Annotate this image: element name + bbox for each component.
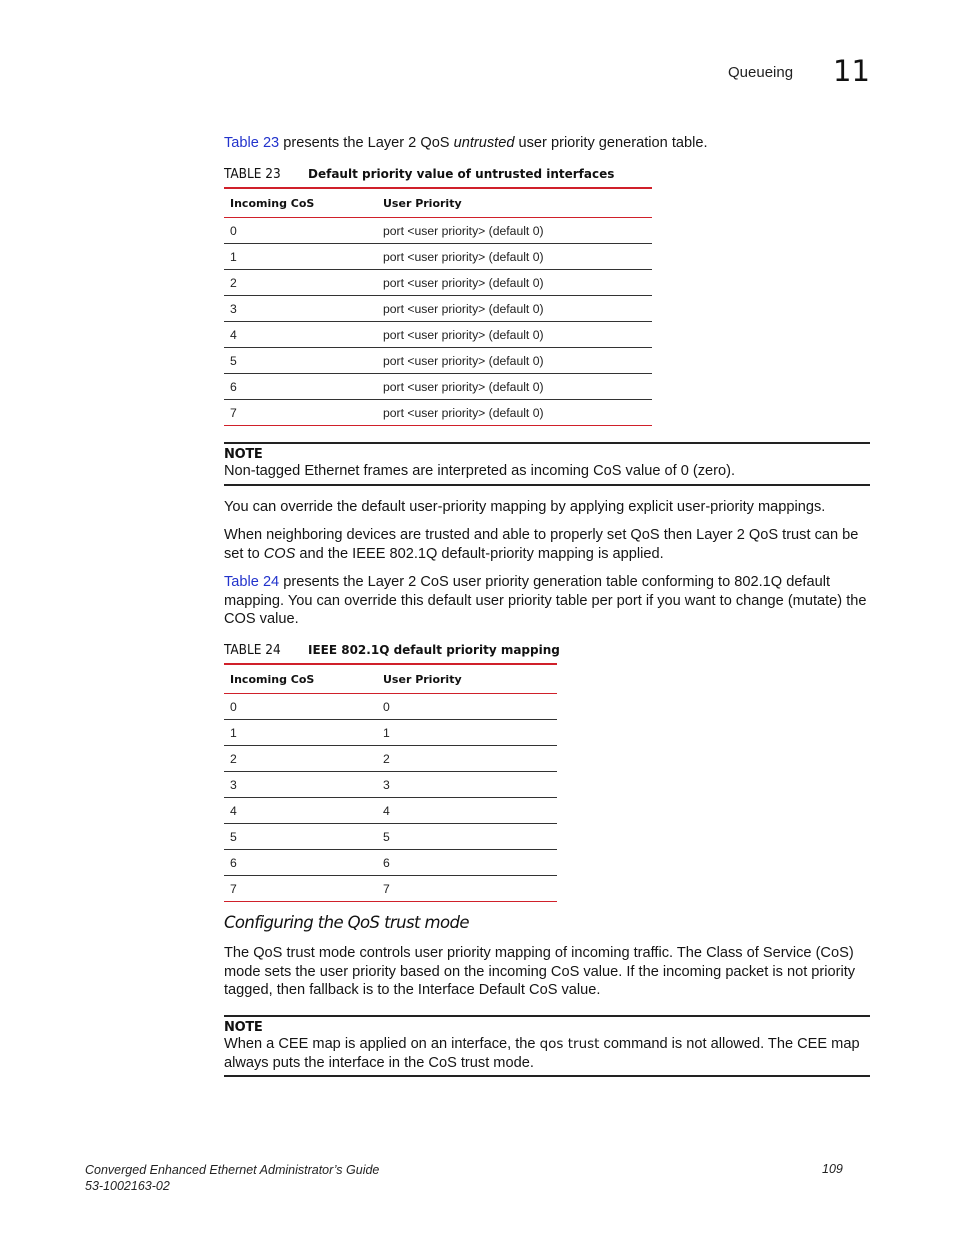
section-title: Queueing — [728, 64, 794, 81]
table-row — [224, 322, 652, 348]
table-row — [224, 270, 652, 296]
cell-incoming-cos: 4 — [224, 798, 377, 824]
cell-incoming-cos: 6 — [224, 374, 377, 400]
page-number: 109 — [822, 1162, 843, 1176]
cell-user-priority: port <user priority> (default 0) — [377, 348, 652, 374]
cell-incoming-cos: 0 — [224, 694, 377, 720]
table-24-header-incoming-cos: Incoming CoS — [224, 664, 377, 694]
cell-incoming-cos: 5 — [224, 348, 377, 374]
cell-incoming-cos: 3 — [224, 296, 377, 322]
cell-user-priority: port <user priority> (default 0) — [377, 322, 652, 348]
chapter-number: 11 — [833, 54, 870, 88]
cell-incoming-cos: 5 — [224, 824, 377, 850]
table-row — [224, 694, 557, 720]
cell-user-priority: port <user priority> (default 0) — [377, 296, 652, 322]
table-24-caption — [224, 642, 560, 658]
cell-user-priority: 5 — [377, 824, 557, 850]
override-paragraph: You can override the default user-priority mapping by applying explicit user-priority mappings. — [224, 499, 826, 515]
cell-incoming-cos: 2 — [224, 270, 377, 296]
table-row — [224, 348, 652, 374]
table-row — [224, 400, 652, 426]
footer-doc-number: 53-1002163-02 — [85, 1179, 170, 1193]
cell-user-priority: 7 — [377, 876, 557, 902]
cell-user-priority: 3 — [377, 772, 557, 798]
table-row — [224, 824, 557, 850]
note-box — [224, 442, 870, 486]
table-23-number: TABLE 23 — [224, 166, 281, 182]
cell-incoming-cos: 3 — [224, 772, 377, 798]
cell-user-priority: port <user priority> (default 0) — [377, 374, 652, 400]
table-row — [224, 244, 652, 270]
note-label: NOTE — [224, 1020, 263, 1035]
cell-user-priority: port <user priority> (default 0) — [377, 244, 652, 270]
table-23 — [224, 187, 652, 426]
cell-user-priority: 1 — [377, 720, 557, 746]
intro-paragraph: Table 23 presents the Layer 2 QoS untrusted user priority generation table. — [224, 135, 708, 151]
cell-incoming-cos: 0 — [224, 218, 377, 244]
cell-incoming-cos: 2 — [224, 746, 377, 772]
table-row — [224, 798, 557, 824]
cell-incoming-cos: 7 — [224, 876, 377, 902]
table-row — [224, 850, 557, 876]
table-24-number: TABLE 24 — [224, 642, 281, 658]
note-text: Non-tagged Ethernet frames are interpreted as incoming CoS value of 0 (zero). — [224, 463, 736, 479]
table-row — [224, 876, 557, 902]
cell-incoming-cos: 6 — [224, 850, 377, 876]
table-24-title: IEEE 802.1Q default priority mapping — [308, 643, 560, 657]
table-23-link[interactable]: Table 23 — [224, 135, 280, 151]
section-subheading: Configuring the QoS trust mode — [224, 913, 469, 932]
table-row — [224, 772, 557, 798]
cell-user-priority: 2 — [377, 746, 557, 772]
table-row — [224, 746, 557, 772]
trust-mode-paragraph: The QoS trust mode controls user priority mapping of incoming traffic. The Class of Service (CoS) mode sets the user priority based on the incoming CoS value. If the incoming packet is not priority tagged, then fallback is to the Interface Default CoS value. — [224, 945, 856, 999]
table-23-header-user-priority: User Priority — [377, 188, 652, 218]
cell-user-priority: port <user priority> (default 0) — [377, 218, 652, 244]
note-text: When a CEE map is applied on an interface, the qos trust command is not allowed. The CEE map always puts the interface in the CoS trust mode. — [224, 1036, 860, 1071]
table-24 — [224, 663, 557, 902]
table-row — [224, 218, 652, 244]
cell-user-priority: port <user priority> (default 0) — [377, 270, 652, 296]
footer-guide-title: Converged Enhanced Ethernet Administrator’s Guide — [85, 1163, 380, 1177]
cell-incoming-cos: 1 — [224, 244, 377, 270]
cell-user-priority: 0 — [377, 694, 557, 720]
cell-incoming-cos: 1 — [224, 720, 377, 746]
table-row — [224, 374, 652, 400]
cell-user-priority: port <user priority> (default 0) — [377, 400, 652, 426]
trusted-paragraph: When neighboring devices are trusted and able to properly set QoS then Layer 2 QoS trust can be set to COS and the IEEE 802.1Q default-priority mapping is applied. — [224, 527, 859, 562]
table-24-intro-paragraph: Table 24 presents the Layer 2 CoS user priority generation table conforming to 802.1Q default mapping. You can override this default user priority table per port if you want to change (mutate) the COS value. — [224, 574, 867, 628]
cell-incoming-cos: 4 — [224, 322, 377, 348]
table-23-header-incoming-cos: Incoming CoS — [224, 188, 377, 218]
table-row — [224, 296, 652, 322]
note-box — [224, 1015, 870, 1077]
cell-incoming-cos: 7 — [224, 400, 377, 426]
cell-user-priority: 6 — [377, 850, 557, 876]
table-24-header-user-priority: User Priority — [377, 664, 557, 694]
note-label: NOTE — [224, 447, 263, 462]
cell-user-priority: 4 — [377, 798, 557, 824]
table-24-link[interactable]: Table 24 — [224, 574, 280, 590]
command-name: qos trust — [539, 1036, 600, 1052]
table-row — [224, 720, 557, 746]
table-23-caption — [224, 166, 614, 182]
table-23-title: Default priority value of untrusted interfaces — [308, 167, 615, 181]
